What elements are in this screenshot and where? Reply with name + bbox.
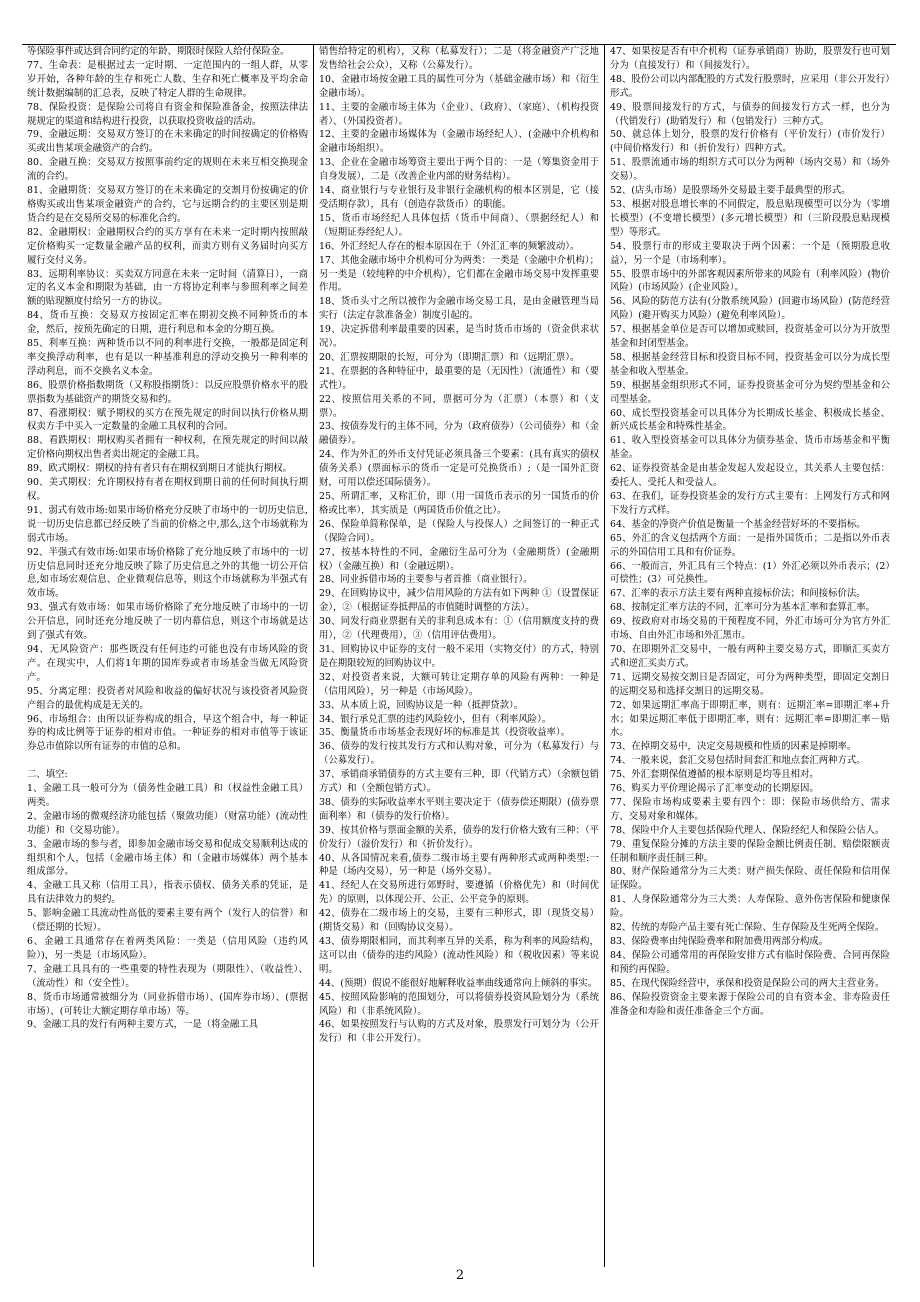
paragraph: 6、金融工具通常存在着两类风险：一类是（信用风险（违约风险）)，另一类是（市场风险）。 xyxy=(27,935,308,961)
paragraph: 48、股份公司以内部配股的方式发行股票时，应采用（非公开发行）形式。 xyxy=(610,73,890,99)
paragraph: 17、其他金融市场中介机构可分为两类：一类是（金融中介机构）；另一类是（较纯粹的中介机构），它们都在金融市场交易中发挥重要作用。 xyxy=(319,254,599,294)
text-column-left xyxy=(22,45,313,1267)
paragraph: 7、金融工具具有的一些重要的特性表现为（期限性）、（收益性）、（流动性）和（安全性）。 xyxy=(27,963,308,989)
paragraph: 23、按债券发行的主体不同，分为（政府债券）（公司债券）和（金融债券）。 xyxy=(319,421,599,447)
paragraph: 71、远期交易按交割日是否固定，可分为两种类型，即固定交割日的远期交易和选择交割日的远期交易。 xyxy=(610,671,890,697)
paragraph: 10、金融市场按金融工具的属性可分为（基础金融市场）和（衍生金融市场）。 xyxy=(319,73,599,99)
paragraph: 94、无风险资产：那些既没有任何违约可能也没有市场风险的资产。在现实中，人们将1年期的国库券或者市场基金当做无风险资产。 xyxy=(27,643,308,683)
paragraph: 64、基金的净资产价值是衡量一个基金经营好坏的不要指标。 xyxy=(610,518,866,530)
paragraph: 33、从本质上说，回购协议是一种（抵押贷款）。 xyxy=(319,699,524,711)
paragraph: 78、保险中介人主要包括保险代理人、保险经纪人和保险公估人。 xyxy=(610,824,885,836)
paragraph: 54、股票行市的形成主要取决于两个因素：一个是（预期股息收益），另一个是（市场利率）。 xyxy=(610,240,890,266)
paragraph: 28、同业拆借市场的主要参与者首推（商业银行）。 xyxy=(319,574,533,586)
paragraph: 58、根据基金经营目标和投资目标不同，投资基金可以分为成长型基金和收入型基金。 xyxy=(610,351,890,377)
paragraph: 29、在回购协议中，减少信用风险的方法有如下两种 ①（设置保证金），②（根据证券抵押品的市值随时调整的方法）。 xyxy=(319,588,599,614)
paragraph: 31、回购协议中证券的支付一般不采用（实物交付）的方式，特别是在期限较短的回购协议中。 xyxy=(319,643,599,669)
paragraph: 91、弱式有效市场:如果市场价格充分反映了市场中的一切历史信息,说一切历史信息都已经反映了当前的价格之中,那么,这个市场就称为弱式市场。 xyxy=(27,504,308,544)
text-column-right xyxy=(604,45,895,1267)
paragraph: 65、外汇的含义包括两个方面：一是指外国货币；二是指以外币表示的外国信用工具和有价证券。 xyxy=(610,532,890,558)
paragraph: 45、按照风险影响的范围划分，可以将债券投资风险划分为（系统风险）和（非系统风险）。 xyxy=(319,991,599,1017)
paragraph: 2、金融市场的微观经济功能包括（聚敛功能）（财富功能）(流动性功能）和（交易功能）。 xyxy=(27,810,308,836)
paragraph: 21、在票据的各种特征中，最重要的是（无因性）（流通性）和（要式性）。 xyxy=(319,365,599,391)
paragraph: 67、汇率的表示方法主要有两种直接标价法；和间接标价法。 xyxy=(610,588,866,600)
paragraph: 22、按照信用关系的不同，票据可分为（汇票）（本票）和（支票）。 xyxy=(319,393,599,419)
paragraph: 51、股票流通市场的组织方式可以分为两种（场内交易）和（场外交易）。 xyxy=(610,157,890,183)
paragraph: 69、按政府对市场交易的干预程度不同，外汇市场可分为官方外汇市场、自由外汇市场和外汇黑市。 xyxy=(610,616,890,642)
paragraph: 56、风险的防范方法有(分散系统风险）(回避市场风险）(防范经营风险）(避开购买力风险）(避免利率风险）。 xyxy=(610,296,890,322)
blank-line xyxy=(27,754,308,768)
paragraph: 15、货币市场经纪人具体包括（货币中间商）、（票据经纪人）和（短期证券经纪人）。 xyxy=(319,212,599,238)
paragraph: 55、股票市场中的外部客观因素所带来的风险有（利率风险）(物价风险）(市场风险）(企业风险）。 xyxy=(610,268,890,294)
paragraph: 5、影响金融工具流动性高低的要素主要有两个（发行人的信誉）和（偿还期的长短）。 xyxy=(27,908,308,934)
paragraph: 30、同发行商业票据有关的非利息成本有：①（信用额度支持的费用），②（代理费用），③（信用评估费用）。 xyxy=(319,616,599,642)
paragraph: 49、股票间接发行的方式，与债券的间接发行方式一样，也分为（代销发行）(助销发行）和（包销发行）三种方式。 xyxy=(610,101,890,127)
paragraph: 40、从各国情况来看,债券二级市场主要有两种形式或两种类型:一种是（场内交易），另一种是（场外交易）。 xyxy=(319,852,599,878)
paragraph: 20、汇票按期限的长短，可分为（即期汇票）和（远期汇票）。 xyxy=(319,351,580,363)
paragraph: 4、金融工具又称（信用工具），指表示债权、债务关系的凭证，是具有法律效力的契约。 xyxy=(27,880,308,906)
paragraph: 39、按其价格与票面金额的关系，债券的发行价格大致有三种：（平价发行）（溢价发行）和（折价发行）。 xyxy=(319,824,599,850)
paragraph: 24、作为外汇的外币支付凭证必须具备三个要素：(具有真实的债权债务关系）(票面标示的货币一定是可兑换货币）;（是一国外汇资财，可用以偿还国际债务）。 xyxy=(319,449,599,489)
paragraph: 62、证券投资基金是由基金发起人发起设立，其关系人主要包括：委托人、受托人和受益人。 xyxy=(610,463,890,489)
paragraph: 66、一般而言，外汇具有三个特点：(1）外汇必须以外币表示；(2）可偿性；(3）可兑换性。 xyxy=(610,560,890,586)
paragraph: 3、金融市场的参与者，即参加金融市场交易和促成交易顺利达成的组织和个人，包括（金融市场主体）和（金融市场媒体）两个基本组成部分。 xyxy=(27,838,308,878)
paragraph: 81、人身保险通常分为三大类：人寿保险、意外伤害保险和健康保险。 xyxy=(610,894,890,920)
paragraph: 27、按基本特性的不同，金融衍生品可分为（金融期货）(金融期权）（金融互换）和（金融远期）。 xyxy=(319,546,599,572)
paragraph: 38、债券的实际收益率水平则主要决定于（债券偿还期限）(债券票面利率）和（债券的发行价格）。 xyxy=(319,796,599,822)
paragraph: 19、决定拆借利率最重要的因素，是当时货币市场的（资金供求状况）。 xyxy=(319,324,599,350)
paragraph: 14、商业银行与专业银行及非银行金融机构的根本区别是，它（接受活期存款），具有（创造存款货币）的职能。 xyxy=(319,185,599,210)
paragraph: 26、保险单简称保单，是（保险人与投保人）之间签订的一种正式（保险合同）。 xyxy=(319,518,599,544)
paragraph: 16、外汇经纪人存在的根本原因在于（外汇汇率的频繁波动）。 xyxy=(319,240,580,252)
paragraph: 80、财产保险通常分为三大类：财产损失保险、责任保险和信用保证保险。 xyxy=(610,866,890,892)
paragraph: 82、金融期权：金融期权合约的买方享有在未来一定时期内按照敲定价格购买一定数量金融产品的权利，而卖方则有义务届时向买方履行交付义务。 xyxy=(27,226,308,266)
paragraph: 8、货币市场通常被细分为（同业拆借市场）、(国库券市场）、(票据市场）、(可转让大额定期存单市场）等。 xyxy=(27,991,308,1017)
paragraph: 72、如果远期汇率高于即期汇率，则有：远期汇率=即期汇率+升水；如果远期汇率低于即期汇率，则有：远期汇率=即期汇率－贴水。 xyxy=(610,699,890,739)
paragraph: 68、按制定汇率方法的不同，汇率可分为基本汇率和套算汇率。 xyxy=(610,602,876,614)
paragraph: 1、金融工具一般可分为（债务性金融工具）和（权益性金融工具）两类。 xyxy=(27,783,308,808)
paragraph: 57、根据基金单位是否可以增加或赎回，投资基金可以分为开放型基金和封闭型基金。 xyxy=(610,324,890,350)
paragraph: 77、生命表：是根据过去一定时期、一定范围内的一组人群，从零岁开始，各种年龄的生存和死亡人数、生存和死亡概率及平均余命统计数据编制的汇总表，反映了特定人群的生命规律。 xyxy=(27,59,308,99)
paragraph: 34、银行承兑汇票的违约风险较小，但有（利率风险）。 xyxy=(319,713,552,725)
paragraph: 80、金融互换：交易双方按照事前约定的规则在未来互相交换现金流的合约。 xyxy=(27,157,308,183)
paragraph: 90、美式期权：允许期权持有者在期权到期日前的任何时间执行期权。 xyxy=(27,477,308,502)
paragraph: 85、利率互换：两种货币以不同的利率进行交换，一般都是固定利率交换浮动利率，也有是以一种基准利息的浮动交换另一种利率的浮动利息，而不交换名义本金。 xyxy=(27,338,308,377)
paragraph: 46、如果按照发行与认购的方式及对象，股票发行可划分为（公开发行）和（非公开发行）。 xyxy=(319,1019,599,1045)
paragraph: 76、购买力平价理论揭示了汇率变动的长期原因。 xyxy=(610,783,819,795)
paragraph: 47、如果按是否有中介机构（证券承销商）协助，股票发行也可划分为（直接发行）和（间接发行）。 xyxy=(610,46,890,71)
paragraph: 83、保险费率由纯保险费率和附加费用两部分构成。 xyxy=(610,936,829,947)
paragraph: 61、收入型投资基金可以具体分为债券基金、货币市场基金和平衡基金。 xyxy=(610,435,890,461)
paragraph: 60、成长型投资基金可以具体分为长期成长基金、积极成长基金、新兴成长基金和特殊性基金。 xyxy=(610,407,890,433)
paragraph: 32、对投资者来说，大额可转让定期存单的风险有两种：一种是（信用风险），另一种是（市场风险）。 xyxy=(319,671,599,697)
paragraph: 83、远期利率协议：买卖双方同意在未来一定时间（清算日），一商定的名义本金和期限为基础，由一方将协定利率与参照利率之间差额的贴现额度付给另一方的协议。 xyxy=(27,268,308,308)
paragraph: 84、保险公司通常用的再保险安排方式有临时保险费、合同再保险和预约再保险。 xyxy=(610,949,890,975)
paragraph: 59、根据基金组织形式不同，证券投资基金可分为契约型基金和公司型基金。 xyxy=(610,379,890,405)
paragraph: 86、股票价格指数期货（又称股指期货）：以反应股票价格水平的股票指数为基础资产的期货交易和约。 xyxy=(27,379,308,405)
paragraph: 11、主要的金融市场主体为（企业）、（政府）、（家庭）、（机构投资者）、（外国投资者）。 xyxy=(319,101,599,127)
paragraph: 44、(预期）假说不能很好地解释收益率曲线通常向上倾斜的事实。 xyxy=(319,977,598,989)
paragraph: 销售给特定的机构），又称（私募发行）；二是（将金融资产广泛地发售给社会公众），又称（公募发行）。 xyxy=(319,46,599,71)
paragraph: 70、在即期外汇交易中，一般有两种主要交易方式，即顺汇买卖方式和逆汇买卖方式。 xyxy=(610,643,890,669)
paragraph: 95、分离定理：投资者对风险和收益的偏好状况与该投资者风险资产组合的最优构成是无关的。 xyxy=(27,685,308,711)
paragraph: 9、金融工具的发行有两种主要方式，一是（将金融工具 xyxy=(27,1019,258,1031)
paragraph: 77、保险市场构成要素主要有四个：即：保险市场供给方、需求方、交易对象和媒体。 xyxy=(610,796,890,822)
paragraph: 50、就总体上划分，股票的发行价格有（平价发行）(市价发行）(中间价格发行）和（折价发行）四种方式。 xyxy=(610,129,890,155)
paragraph: 36、债券的发行按其发行方式和认购对象，可分为（私募发行）与（公募发行）。 xyxy=(319,741,599,767)
paragraph: 53、根据对股息增长率的不同假定，股息贴现模型可以分为（零增长模型）(不变增长模型）(多元增长模型）和（三阶段股息贴现模型）等形式。 xyxy=(610,198,890,238)
document-page xyxy=(22,44,896,1267)
paragraph: 63、在我们，证券投资基金的发行方式主要有：上网发行方式和网下发行方式样。 xyxy=(610,491,890,516)
paragraph: 75、外汇套期保值遵循的根本原则是均等且相对。 xyxy=(610,769,819,781)
paragraph: 82、传统的寿险产品主要有死亡保险、生存保险及生死两全保险。 xyxy=(610,922,885,934)
paragraph: 96、市场组合：由所以证券构成的组合，早这个组合中，每一种证券的构成比例等于证券的相对市值。一种证券的相对市值等于该证券总市值除以所有证券的市值的总和。 xyxy=(27,713,308,753)
text-column-middle xyxy=(313,45,604,1267)
paragraph: 73、在掉期交易中，决定交易规模和性质的因素是掉期率。 xyxy=(610,741,857,753)
paragraph: 85、在现代保险经营中，承保和投资是保险公司的两大主营业务。 xyxy=(610,977,885,989)
page-number: 2 xyxy=(455,1268,465,1283)
paragraph: 等保险事件或达到合同约定的年龄、期限时保险人给付保险金。 xyxy=(27,46,290,57)
paragraph: 25、所谓汇率，又称汇价，即（用一国货币表示的另一国货币的价格或比率），其实质是（两国货币价值之比）。 xyxy=(319,491,599,516)
paragraph: 13、企业在金融市场筹资主要出于两个目的：一是（筹集资金用于自身发展），二是（改善企业内部的财务结构）。 xyxy=(319,157,599,183)
paragraph: 89、欧式期权：期权的持有者只有在期权到期日才能执行期权。 xyxy=(27,463,293,475)
paragraph: 81、金融期货：交易双方签订的在未来确定的交割月份按确定的价格购买或出售某项金融资产的合约，它与远期合约的主要区别是期货合约是在交易所交易的标准化合约。 xyxy=(27,185,308,224)
paragraph: 52、(店头市场）是股票场外交易最主要手最典型的形式。 xyxy=(610,185,851,197)
paragraph: 41、经纪人在交易所进行郊野时，要遵循（价格优先）和（时间优先）的原则，以体现公开、公正、公平竞争的原则。 xyxy=(319,880,599,906)
paragraph: 42、债券在二级市场上的交易，主要有三种形式，即（现货交易）(期货交易）和（回购协议交易）。 xyxy=(319,908,599,934)
paragraph: 74、一般来说，套汇交易包括时间套汇和地点套汇两种方式。 xyxy=(610,755,866,767)
paragraph: 84、货币互换：交易双方按固定汇率在期初交换不同种货币的本金，然后，按预先确定的日期，进行利息和本金的分期互换。 xyxy=(27,310,308,336)
paragraph: 18、货币头寸之所以被作为金融市场交易工具，是由金融管理当局实行（法定存款准备金）制度引起的。 xyxy=(319,296,599,322)
paragraph: 93、强式有效市场：如果市场价格除了充分地反映了市场中的一切公开信息，同时还充分地反映了一切内幕信息，则这个市场就是达到了强式有效。 xyxy=(27,602,308,642)
paragraph: 12、主要的金融市场媒体为（金融市场经纪人）、(金融中介机构和金融市场组织）。 xyxy=(319,129,599,155)
paragraph: 37、承销商承销债券的方式主要有三种，即（代销方式）（余额包销方式）和（全额包销方式）。 xyxy=(319,769,599,795)
paragraph: 92、半强式有效市场:如果市场价格除了充分地反映了市场中的一切历史信息同时还充分地反映了除了历史信息之外的其他一切公开信息,如市场宏观信息、企业微观信息等，则这个市场就称为半强式有效市场。 xyxy=(27,546,308,600)
paragraph: 二、填空: xyxy=(27,769,68,781)
paragraph: 79、金融远期：交易双方签订的在未来确定的时间按确定的价格购买或出售某项金融资产的合约。 xyxy=(27,129,308,155)
paragraph: 43、债券期限相同，而其利率互异的关系，称为利率的风险结构，这可以由（债券的违约风险）(流动性风险）和（税收因素）等来说明。 xyxy=(319,936,599,975)
paragraph: 88、看跌期权：期权购买者拥有一种权利，在预先规定的时间以敲定价格向期权出售者卖出规定的金融工具。 xyxy=(27,435,308,461)
paragraph: 35、衡量货币市场基金表现好坏的标准是其（投资收益率）。 xyxy=(319,727,570,739)
paragraph: 79、重复保险分摊的方法主要的保险金额比例责任制、赔偿限额责任制和顺序责任制三种。 xyxy=(610,838,890,864)
paragraph: 86、保险投资资金主要来源于保险公司的自有资本金、非寿险责任准备金和寿险和责任准备金三个方面。 xyxy=(610,991,890,1017)
paragraph: 87、看涨期权：赋予期权的买方在预先规定的时间以执行价格从期权卖方手中买入一定数量的金融工具权利的合同。 xyxy=(27,407,308,433)
paragraph: 78、保险投资：是保险公司将自有资金和保险准备金，按照法律法规规定的渠道和结构进行投资，以获取投资收益的活动。 xyxy=(27,101,308,127)
